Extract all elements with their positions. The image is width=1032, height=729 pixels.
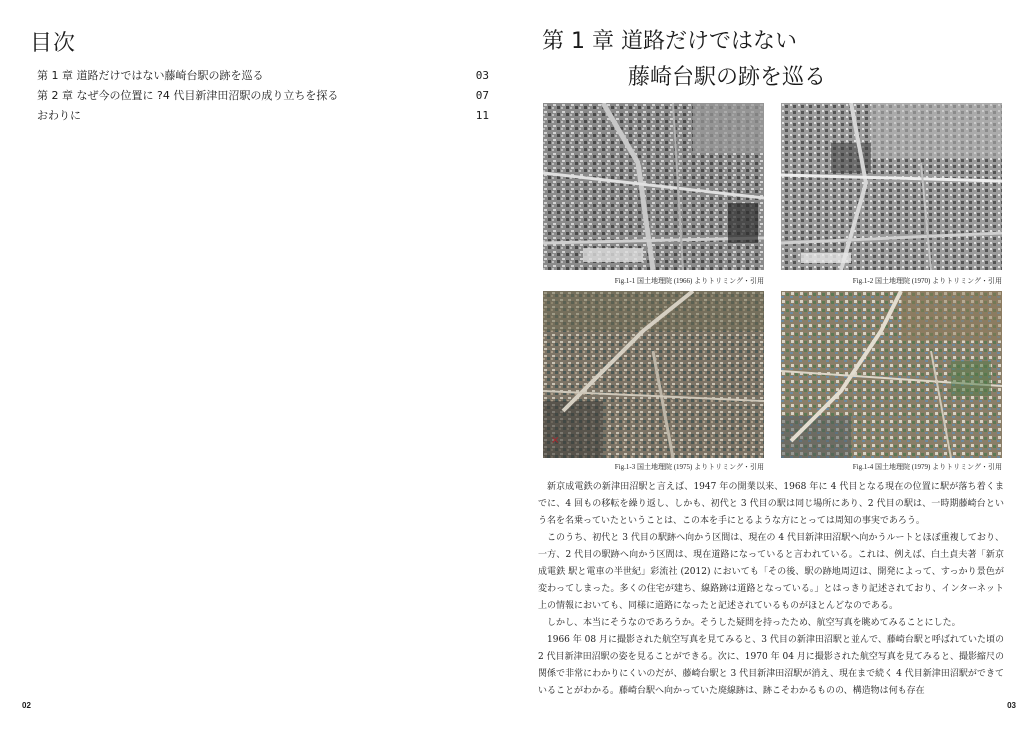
right-page (516, 0, 1032, 729)
toc-entry-page: 03 (475, 69, 489, 82)
paragraph: 新京成電鉄の新津田沼駅と言えば、1947 年の開業以来、1968 年に 4 代目となる現在の位置に駅が落ち着くまでに、4 回もの移転を繰り返し、しかも、初代と 3 代目の駅は同じ場所にあり、2 代目の駅は、一時期藤崎台という名を名乗っていたということは、この本を手にとるような方にとっては周知の事実であろう。 (538, 482, 1004, 526)
figure-caption: Fig.1-1 国土地理院 (1966) よりトリミング・引用 (614, 277, 764, 285)
chapter-title-line2: 藤崎台駅の跡を巡る (628, 65, 827, 90)
toc-entry-page: 07 (475, 89, 489, 102)
paragraph: このうち、初代と 3 代目の駅跡へ向かう区間は、現在の 4 代目新津田沼駅へ向かうルートとほぼ重複しており、一方、2 代目の駅跡へ向かう区間は、現在道路になっていると言われている。これは、例えば、白土貞夫著「新京成電鉄 駅と電車の半世紀」彩流社 (2012) においても「その後、駅の跡地周辺は、開発によって、すっかり景色が変わってしまった。多くの住宅が建ち、線路跡は道路となっている。」とはっきり記述されており、インターネット上の情報においても、同様に道路になったと記述されているものがほとんどなのである。 (538, 533, 1004, 611)
figure-caption: Fig.1-3 国土地理院 (1975) よりトリミング・引用 (614, 463, 764, 471)
paragraph: 1966 年 08 月に撮影された航空写真を見てみると、3 代目の新津田沼駅と並んで、藤崎台駅と呼ばれていた頃の 2 代目新津田沼駅の姿を見ることができる。次に、1970 年 04 月に撮影された航空写真を見てみると、撮影縮尺の関係で非常にわかりにくいのだが、藤崎台駅と 3 代目新津田沼駅が消え、現在まで続く 4 代目新津田沼駅ができていることがわかる。藤崎台駅へ向かっていた廃線跡は、跡こそわかるものの、構造物は何も存在 (538, 635, 1004, 696)
body-text (538, 479, 1004, 700)
aerial-photo-1966 (543, 103, 764, 270)
toc-entry[interactable] (37, 106, 489, 126)
svg-text:×: × (551, 435, 560, 446)
toc-title: 目次 (30, 31, 77, 56)
chapter-title (542, 26, 826, 94)
page-number: 03 (1007, 701, 1016, 710)
table-of-contents (37, 66, 489, 126)
toc-entry-title: 第 1 章 道路だけではない藤崎台駅の跡を巡る (37, 69, 264, 82)
toc-entry[interactable] (37, 66, 489, 86)
chapter-title-line1: 第 1 章 道路だけではない (542, 29, 797, 54)
toc-entry-title: おわりに (37, 109, 81, 122)
toc-entry[interactable] (37, 86, 489, 106)
toc-entry-page: 11 (475, 109, 489, 122)
aerial-photo-1975 (543, 291, 764, 458)
aerial-photo-1979 (781, 291, 1002, 458)
page-number: 02 (22, 701, 31, 710)
figure-caption: Fig.1-4 国土地理院 (1979) よりトリミング・引用 (852, 463, 1002, 471)
paragraph: しかし、本当にそうなのであろうか。そうした疑問を持ったため、航空写真を眺めてみることにした。 (547, 618, 961, 628)
figure-caption: Fig.1-2 国土地理院 (1970) よりトリミング・引用 (852, 277, 1002, 285)
aerial-photo-1970 (781, 103, 1002, 270)
toc-entry-title: 第 2 章 なぜ今の位置に ?4 代目新津田沼駅の成り立ちを探る (37, 89, 339, 102)
